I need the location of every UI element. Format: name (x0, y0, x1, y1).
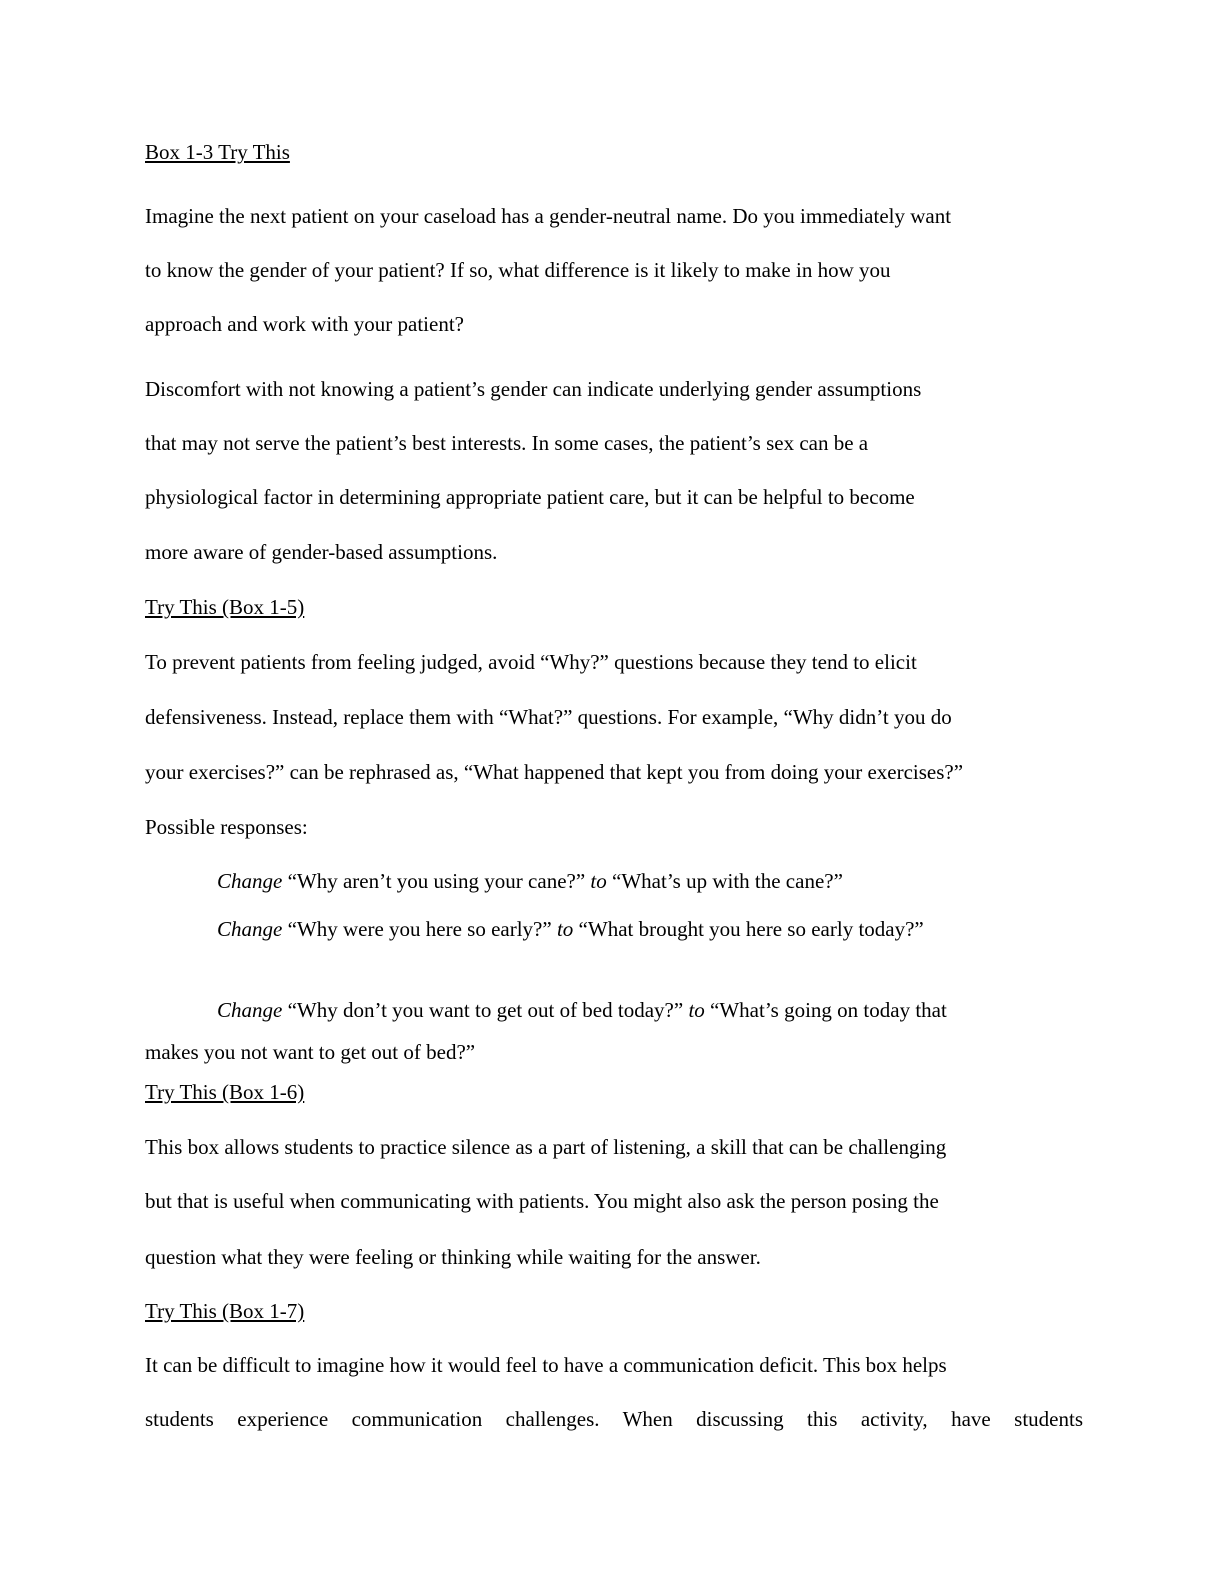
to-word: to (688, 998, 705, 1022)
example-1 (217, 868, 843, 894)
box-1-6-para-line-1: This box allows students to practice silence as a part of listening, a skill that can be challenging (145, 1135, 947, 1159)
heading-box-1-6: Try This (Box 1-6) (145, 1080, 305, 1104)
box-1-5-para-line-2: defensiveness. Instead, replace them with “What?” questions. For example, “Why didn’t you do (145, 705, 952, 729)
change-word: Change (217, 917, 283, 941)
example-3-continuation: makes you not want to get out of bed?” (145, 1040, 476, 1064)
box-1-5-para-line-3: your exercises?” can be rephrased as, “What happened that kept you from doing your exercises?” (145, 760, 964, 784)
box-1-5-para-line-4: Possible responses: (145, 815, 308, 839)
what-question: “What’s up with the cane?” (612, 869, 843, 893)
box-1-6-para-line-2: but that is useful when communicating with patients. You might also ask the person posing the (145, 1189, 939, 1213)
why-question: “Why don’t you want to get out of bed today?” (287, 998, 684, 1022)
to-word: to (590, 869, 607, 893)
box-1-3-para1-line-2: to know the gender of your patient? If so, what difference is it likely to make in how you (145, 258, 891, 282)
box-1-7-para-line-1: It can be difficult to imagine how it would feel to have a communication deficit. This box helps (145, 1353, 947, 1377)
box-1-3-para1-line-1: Imagine the next patient on your caseload has a gender-neutral name. Do you immediately want (145, 204, 952, 228)
heading-box-1-7: Try This (Box 1-7) (145, 1299, 305, 1323)
box-1-3-para2-line-2: that may not serve the patient’s best interests. In some cases, the patient’s sex can be a (145, 431, 869, 455)
box-1-7-para-line-2: students experience communication challenges. When discussing this activity, have students (145, 1407, 1083, 1431)
why-question: “Why were you here so early?” (287, 917, 552, 941)
what-question: “What’s going on today that (710, 998, 947, 1022)
box-1-3-para2-line-3: physiological factor in determining appropriate patient care, but it can be helpful to become (145, 485, 915, 509)
heading-box-1-3: Box 1-3 Try This (145, 140, 290, 164)
example-2 (217, 916, 924, 942)
box-1-5-para-line-1: To prevent patients from feeling judged, avoid “Why?” questions because they tend to elicit (145, 650, 917, 674)
to-word: to (556, 917, 574, 941)
box-1-6-para-line-3: question what they were feeling or thinking while waiting for the answer. (145, 1245, 761, 1269)
change-word: Change (217, 869, 283, 893)
what-question: “What brought you here so early today?” (578, 917, 924, 941)
box-1-3-para2-line-4: more aware of gender-based assumptions. (145, 540, 498, 564)
example-3 (217, 997, 947, 1023)
heading-box-1-5: Try This (Box 1-5) (145, 595, 305, 619)
box-1-3-para2-line-1: Discomfort with not knowing a patient’s gender can indicate underlying gender assumptions (145, 377, 922, 401)
why-question: “Why aren’t you using your cane?” (287, 869, 586, 893)
change-word: Change (217, 998, 283, 1022)
box-1-3-para1-line-3: approach and work with your patient? (145, 312, 464, 336)
